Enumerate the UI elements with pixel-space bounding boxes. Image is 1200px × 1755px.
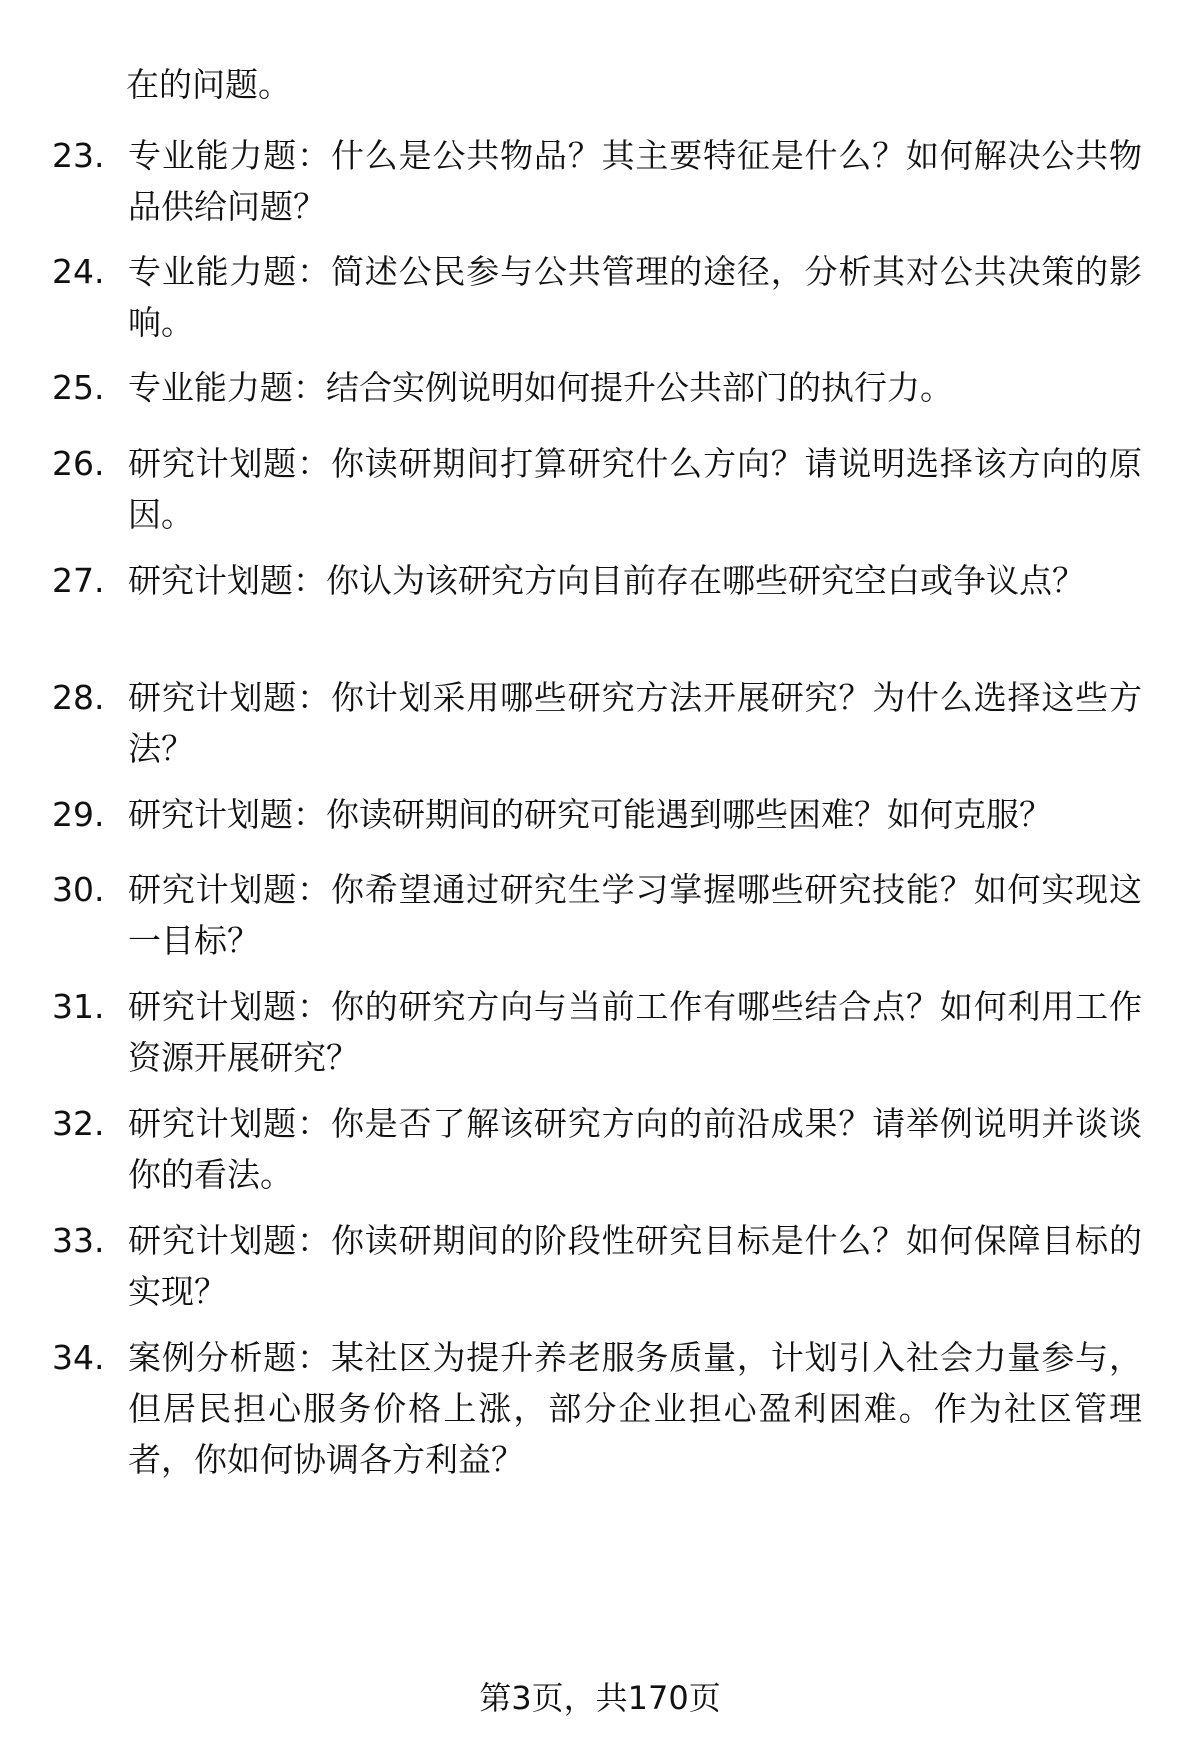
item-text: 案例分析题：某社区为提升养老服务质量，计划引入社会力量参与，但居民担心服务价格上涨，部分企业担心盈利困难。作为社区管理者，你如何协调各方利益？ [128,1338,1142,1479]
item-number: 27. [52,561,105,600]
item-number: 24. [52,252,105,291]
item-text: 研究计划题：你是否了解该研究方向的前沿成果？请举例说明并谈谈你的看法。 [128,1104,1142,1194]
page-footer: 第3页，共170页 [479,1679,721,1717]
list-item [52,1098,1142,1200]
item-number: 29. [52,795,105,834]
item-text: 研究计划题：你认为该研究方向目前存在哪些研究空白或争议点？ [128,561,1085,600]
item-number: 32. [52,1104,105,1143]
list-item [52,1215,1142,1317]
item-number: 26. [52,444,105,483]
list-item [52,246,1142,348]
list-item [52,672,1142,774]
item-text: 研究计划题：你读研期间打算研究什么方向？请说明选择该方向的原因。 [128,444,1142,534]
list-item [52,130,1142,232]
item-text: 专业能力题：结合实例说明如何提升公共部门的执行力。 [128,368,953,407]
list-item [52,981,1142,1083]
item-text: 研究计划题：你希望通过研究生学习掌握哪些研究技能？如何实现这一目标？ [128,870,1142,960]
list-item [52,555,1142,606]
list-item [52,789,1142,840]
item-number: 31. [52,987,105,1026]
item-number: 33. [52,1221,105,1260]
item-number: 28. [52,678,105,717]
item-text: 研究计划题：你读研期间的研究可能遇到哪些困难？如何克服？ [128,795,1052,834]
item-number: 34. [52,1338,105,1377]
item-number: 30. [52,870,105,909]
item-number: 25. [52,368,105,407]
item-text: 研究计划题：你的研究方向与当前工作有哪些结合点？如何利用工作资源开展研究？ [128,987,1142,1077]
list-item [52,438,1142,540]
list-item [52,864,1142,966]
item-text: 研究计划题：你计划采用哪些研究方法开展研究？为什么选择这些方法？ [128,678,1142,768]
item-text: 专业能力题：什么是公共物品？其主要特征是什么？如何解决公共物品供给问题？ [128,136,1142,226]
item-text: 研究计划题：你读研期间的阶段性研究目标是什么？如何保障目标的实现？ [128,1221,1142,1311]
list-item [52,1332,1142,1485]
item-number: 23. [52,136,105,175]
item-text: 专业能力题：简述公民参与公共管理的途径，分析其对公共决策的影响。 [128,252,1142,342]
continued-paragraph: 在的问题。 [126,65,291,104]
list-item [52,362,1142,413]
